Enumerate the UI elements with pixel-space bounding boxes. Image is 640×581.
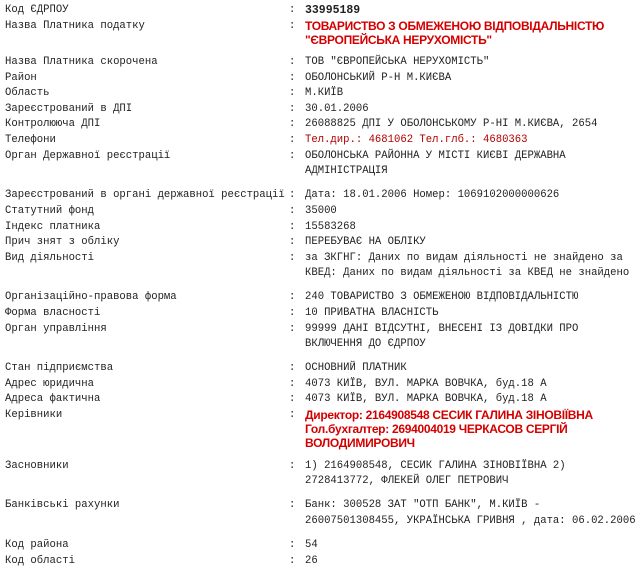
value-line: ОБОЛОНСЬКА РАЙОННА У МІСТІ КИЄВІ ДЕРЖАВНА [305,149,566,162]
separator: : [289,538,296,551]
value-line: "ЄВРОПЕЙСЬКА НЕРУХОМІСТЬ" [305,32,492,47]
field-value [305,188,640,204]
value-line: 30.01.2006 [305,102,369,115]
value-line: 240 ТОВАРИСТВО З ОБМЕЖЕНОЮ ВІДПОВІДАЛЬНІСТЮ [305,291,579,304]
field-label: Керівники [5,409,63,422]
value-line: АДМІНІСТРАЦІЯ [305,165,388,178]
field-label: Область [5,87,50,100]
value-line: ВОЛОДИМИРОВИЧ [305,436,415,451]
value-line: ОСНОВНИЙ ПЛАТНИК [305,362,407,375]
field-label: Прич знят з обліку [5,236,120,249]
field-label: Зареєстрований в ДПІ [5,102,133,115]
separator: : [289,499,296,512]
field-value [305,86,640,102]
field-value [305,377,640,393]
separator: : [289,4,296,16]
field-row [5,117,640,133]
value-line: 99999 ДАНІ ВІДСУТНІ, ВНЕСЕНІ ІЗ ДОВІДКИ ПРО [305,322,579,335]
field-label: Індекс платника [5,220,101,233]
value-line: КВЕД: Даних по видам діяльності за КВЕД не знайдено [305,267,630,280]
field-value [305,290,640,306]
field-row [5,102,640,118]
value-line: 4073 КИЇВ, ВУЛ. МАРКА ВОВЧКА, буд.18 А [305,393,547,406]
field-row [5,204,640,220]
field-row [5,19,640,47]
value-line: ВКЛЮЧЕННЯ ДО ЄДРПОУ [305,338,426,351]
field-value [305,117,640,133]
field-label: Адреса фактична [5,393,101,406]
field-label: Форма власності [5,307,101,319]
field-label: Назва Платника скорочена [5,56,158,69]
field-label: Орган управління [5,322,107,335]
field-row [5,498,640,529]
field-value [305,459,640,490]
field-row [5,322,640,353]
separator: : [289,291,296,304]
field-row [5,86,640,102]
value-line: Гол.бухгалтер: 2694004019 ЧЕРКАСОВ СЕРГІЙ [305,422,568,437]
separator: : [289,307,296,319]
value-line: ОБОЛОНСЬКИЙ Р-Н М.КИЄВА [305,71,452,84]
value-line: 26007501308455, УКРАЇНСЬКА ГРИВНЯ , дата: 06.02.2006 [305,514,636,527]
field-row [5,361,640,377]
field-row [5,220,640,236]
value-line: 4073 КИЇВ, ВУЛ. МАРКА ВОВЧКА, буд.18 А [305,377,547,390]
value-line: 26 [305,554,318,567]
field-value [305,392,640,408]
field-value [305,220,640,236]
field-value [305,306,640,322]
field-label: Район [5,71,37,84]
field-row [5,306,640,322]
field-value [305,322,640,353]
separator: : [289,251,296,264]
field-row [5,149,640,180]
field-value [305,55,640,71]
separator: : [289,118,296,131]
field-value [305,133,640,149]
field-value [305,538,640,554]
field-label: Адрес юридична [5,377,95,390]
separator: : [289,19,296,32]
separator: : [289,322,296,335]
value-line: Банк: 300528 ЗАТ "ОТП БАНК", М.КИЇВ - [305,499,541,512]
field-row [5,235,640,251]
field-value [305,498,640,529]
field-value [305,102,640,118]
value-line: 10 ПРИВАТНА ВЛАСНІСТЬ [305,307,439,319]
separator: : [289,220,296,233]
separator: : [289,236,296,249]
field-row [5,538,640,554]
field-row [5,55,640,71]
field-label: Телефони [5,134,56,147]
field-row [5,251,640,282]
field-row [5,71,640,87]
field-label: Статутний фонд [5,204,95,217]
value-line: 15583268 [305,220,356,233]
separator: : [289,459,296,472]
separator: : [289,409,296,422]
separator: : [289,362,296,375]
field-row [5,188,640,204]
separator: : [289,56,296,69]
value-line: Директор: 2164908548 СЕСИК ГАЛИНА ЗІНОВІЇВНА [305,408,593,423]
field-label: Організаційно-правова форма [5,291,177,304]
value-line: 26088825 ДПІ У ОБОЛОНСЬКОМУ Р-НІ М.КИЄВА, 2654 [305,118,598,131]
field-value [305,361,640,377]
field-label: Код області [5,554,75,567]
separator: : [289,189,296,202]
field-label: Зареєстрований в органі державної реєстрації [5,189,285,202]
value-line: за ЗКГНГ: Даних по видам діяльності не знайдено за [305,251,623,264]
field-row [5,459,640,490]
value-line: 33995189 [305,4,361,17]
value-line: ТОВАРИСТВО З ОБМЕЖЕНОЮ ВІДПОВІДАЛЬНІСТЮ [305,18,605,33]
field-label: Код района [5,538,69,551]
separator: : [289,149,296,162]
field-row [5,377,640,393]
value-line: ПЕРЕБУВАЄ НА ОБЛІКУ [305,236,426,249]
field-value [305,71,640,87]
value-line: Тел.дир.: 4681062 Тел.глб.: 4680363 [305,134,528,147]
value-line: ТОВ "ЄВРОПЕЙСЬКА НЕРУХОМІСТЬ" [305,56,490,69]
field-row [5,554,640,570]
field-row [5,392,640,408]
field-label: Орган Державної реєстрації [5,149,171,162]
separator: : [289,71,296,84]
separator: : [289,102,296,115]
separator: : [289,87,296,100]
field-row [5,408,640,450]
value-line: 2728413772, ФЛЕКЕЙ ОЛЕГ ПЕТРОВИЧ [305,475,509,488]
field-value [305,408,640,450]
separator: : [289,204,296,217]
separator: : [289,554,296,567]
field-value [305,204,640,220]
field-label: Засновники [5,459,69,472]
value-line: Дата: 18.01.2006 Номер: 1069102000000626 [305,189,560,202]
field-label: Вид діяльності [5,251,95,264]
separator: : [289,393,296,406]
value-line: 1) 2164908548, СЕСИК ГАЛИНА ЗІНОВІЇВНА 2) [305,459,566,472]
separator: : [289,377,296,390]
value-line: М.КИЇВ [305,87,344,100]
value-line: 35000 [305,204,337,217]
field-row [5,3,640,19]
field-value [305,251,640,282]
field-label: Банківські рахунки [5,499,120,512]
field-value [305,19,640,47]
separator: : [289,134,296,147]
field-value [305,554,640,570]
field-row [5,133,640,149]
field-label: Стан підприємства [5,362,114,375]
field-label: Назва Платника податку [5,19,145,32]
field-label: Контролююча ДПІ [5,118,101,131]
field-value [305,235,640,251]
field-label: Код ЄДРПОУ [5,4,69,16]
field-value [305,149,640,180]
field-value [305,3,640,19]
field-row [5,290,640,306]
value-line: 54 [305,538,318,551]
